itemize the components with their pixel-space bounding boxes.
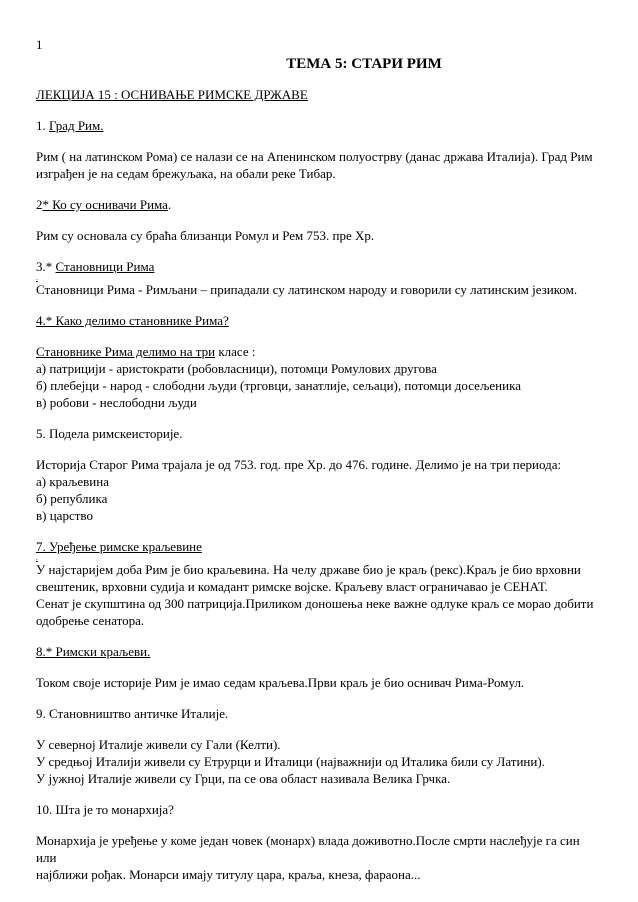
list-item: б) република (36, 491, 108, 506)
section-4-intro-underlined: Становнике Рима делимо на три (36, 344, 216, 359)
section-2-number: 2 (36, 197, 43, 212)
section-7-text-2: Сенат је скупштина од 300 патриција.Приликом доношења неке важне одлуке краљ се морао добити одобрење сенатора. (36, 596, 594, 628)
section-10-line: Монархија је уређење у коме један човек (монарх) влада доживотно.После смрти наслеђује га син или (36, 833, 580, 865)
section-4-heading: 4.* Како делимо становнике Рима? (36, 313, 229, 328)
document-body (36, 86, 602, 897)
section-3-tick: . (36, 274, 38, 282)
section-1-number: 1. (36, 118, 49, 133)
section-2-text: Рим су основала су браћа близанци Ромул и Рем 753. пре Хр. (36, 228, 375, 243)
section-8-heading: 8.* Римски краљеви. (36, 644, 151, 659)
section-7-text-1: У најстаријем доба Рим је био краљевина. На челу државе био је краљ (рекс).Краљ је био врховни свештеник, врховни судија и комадант римске војске. Краљеву власт ограничаваo је СЕНАТ. (36, 562, 581, 594)
section-3-heading (36, 258, 602, 275)
section-2-heading (36, 196, 602, 213)
section-1-heading (36, 117, 602, 134)
list-item: б) плебејци - народ - слободни људи (трговци, занатлије, сељаци), потомци досељеника (36, 378, 521, 393)
section-7-body (36, 561, 602, 629)
section-2-tail: . (167, 197, 172, 212)
section-4-intro (36, 343, 602, 360)
section-10-heading: 10. Шта је то монархија? (36, 802, 174, 817)
list-item: в) царство (36, 508, 93, 523)
list-item: а) патрицији - аристократи (робовласници), потомци Ромулових другова (36, 361, 437, 376)
section-10-line: најближи рођак. Монарси имају титулу цара, краља, кнеза, фараона... (36, 867, 421, 882)
section-7-heading: 7. Уређење римске краљевине (36, 539, 202, 554)
section-3-title: Становници Рима (55, 259, 155, 274)
section-9-line: У средњој Италији живели су Етрурци и Италици (најважнији од Италика били су Латини). (36, 754, 545, 769)
section-1-text: Рим ( на латинском Рома) се налази се на Апенинском полуострву (данас држава Италија). Град Рим изграђен је на седам брежуљака, на обали реке Тибар. (36, 149, 593, 181)
section-5-heading: 5. Подела римскеисторије. (36, 426, 183, 441)
section-5-body (36, 456, 602, 524)
section-10-body (36, 832, 602, 883)
section-5-intro: Историја Старог Рима трајала је од 753. год. пре Хр. до 476. године. Делимо је на три периода: (36, 457, 562, 472)
section-3-text: Становници Рима - Римљани – припадали су латинском народу и говорили су латинским језиком. (36, 282, 578, 297)
section-9-heading: 9. Становништво античке Италије. (36, 706, 229, 721)
section-3-number: 3.* (36, 259, 56, 274)
section-1-title: Град Рим. (49, 118, 104, 133)
section-4-intro-rest: класе : (215, 344, 256, 359)
lecture-heading: ЛЕКЦИЈА 15 : ОСНИВАЊЕ РИМСКЕ ДРЖАВЕ (36, 87, 308, 102)
list-item: в) робови - неслободни људи (36, 395, 197, 410)
page-title: ТЕМА 5: СТАРИ РИМ (286, 56, 442, 72)
section-9-line: У јужној Италије живели су Грци, па се ова област називала Велика Грчка. (36, 771, 451, 786)
section-8-text: Током своје историје Рим је имао седам краљева.Први краљ је био оснивач Рима-Ромул. (36, 675, 525, 690)
section-2-title: * Ко су оснивачи Рима (42, 197, 168, 212)
page-number: 1 (36, 37, 43, 52)
section-9-body (36, 736, 602, 787)
section-9-line: У северној Италије живели су Гали (Келти). (36, 737, 281, 752)
list-item: а) краљевина (36, 474, 109, 489)
section-4-body (36, 343, 602, 411)
section-7-tick: . (36, 554, 38, 562)
